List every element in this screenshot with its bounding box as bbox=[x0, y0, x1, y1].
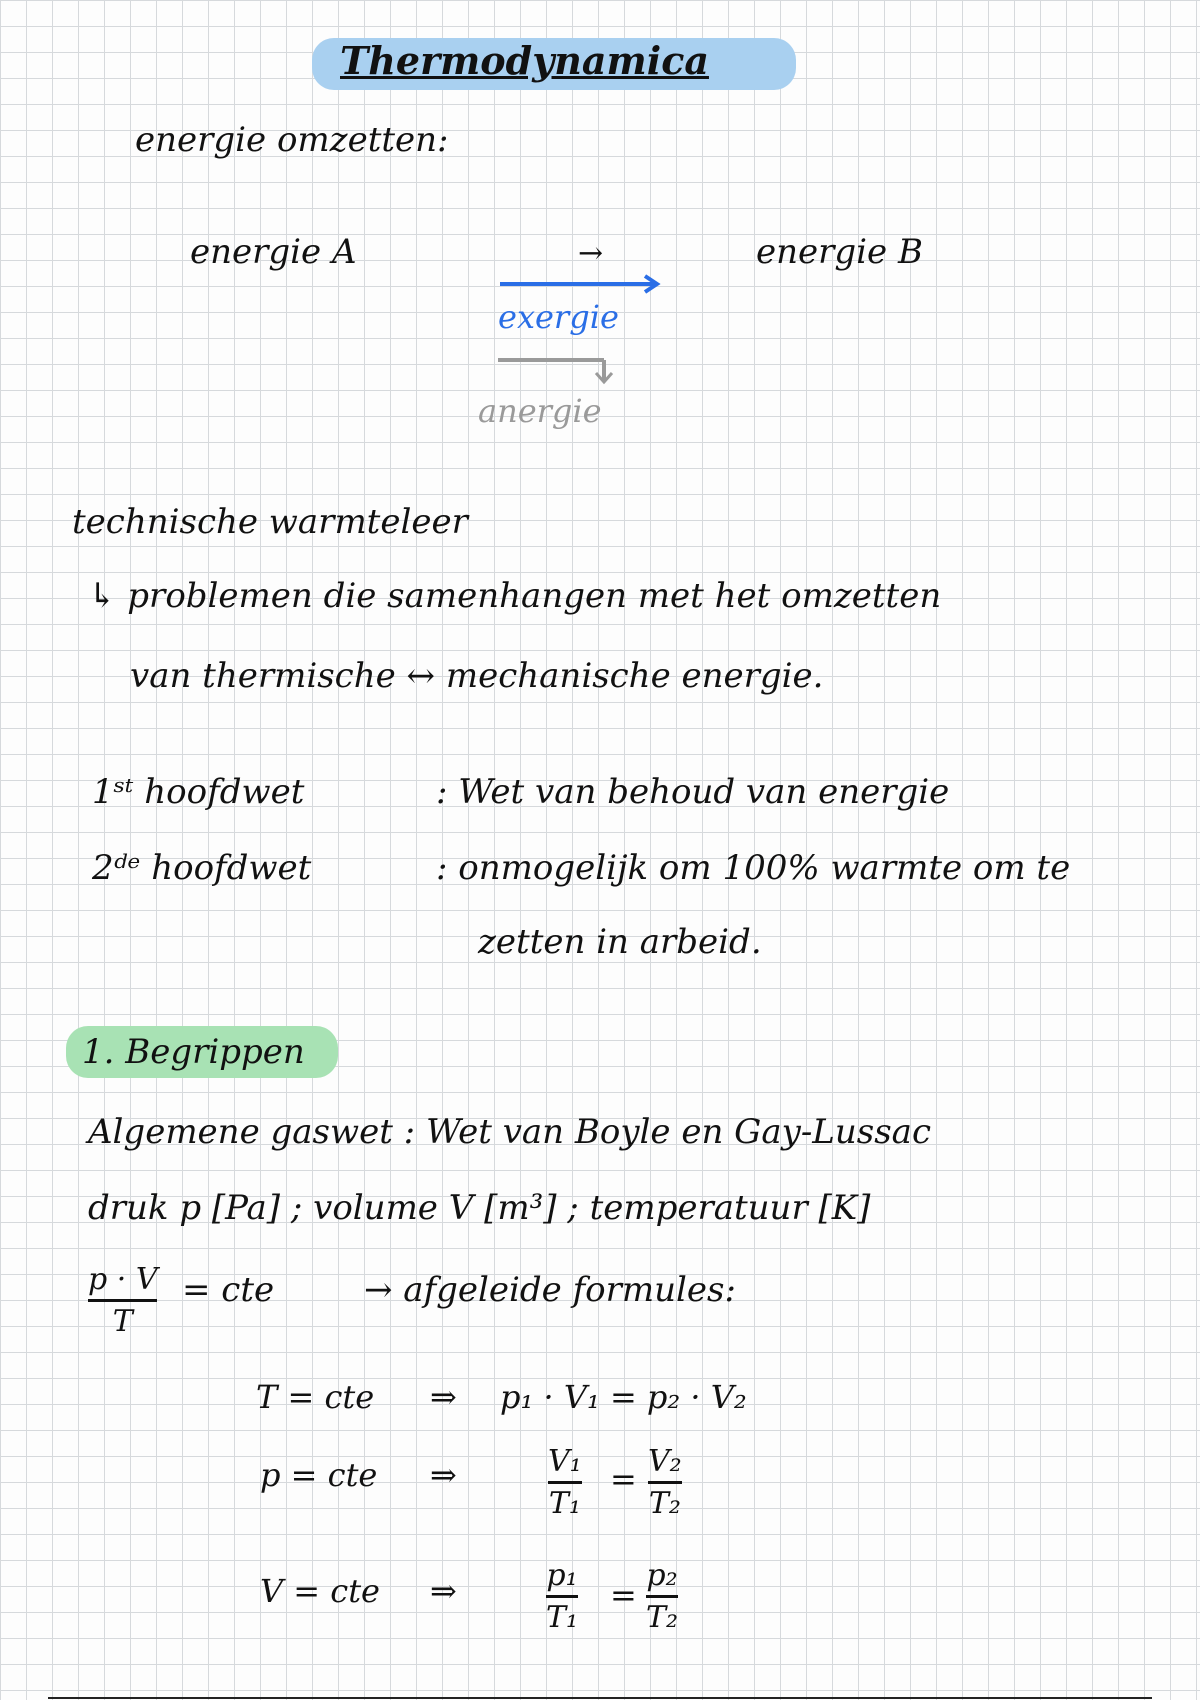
page-title: Thermodynamica bbox=[340, 38, 709, 83]
fraction-v1-t1: V₁ T₁ bbox=[548, 1444, 582, 1521]
topic-line-2: van thermische ↔ mechanische energie. bbox=[130, 656, 824, 696]
topic-line-1: ↳ problemen die samenhangen met het omzetten bbox=[88, 576, 942, 616]
arrow-right-icon bbox=[500, 276, 657, 292]
section-heading: energie omzetten: bbox=[135, 120, 449, 160]
law-1-label: 1ˢᵗ hoofdwet bbox=[92, 772, 305, 812]
small-arrow: → bbox=[578, 236, 604, 271]
condition-p: p = cte bbox=[260, 1456, 378, 1494]
condition-v: V = cte bbox=[260, 1572, 380, 1610]
fraction-denominator: T bbox=[112, 1304, 133, 1339]
fraction-p1-t1: p₁ T₁ bbox=[546, 1558, 579, 1635]
topic-heading: technische warmteleer bbox=[72, 502, 468, 542]
implies-arrow-3: ⇒ bbox=[430, 1572, 457, 1610]
fraction-bar bbox=[88, 1299, 157, 1302]
equals-sign-2: = bbox=[610, 1460, 637, 1498]
fraction-p2-t2: p₂ T₂ bbox=[646, 1558, 679, 1635]
anergy-label: anergie bbox=[478, 392, 602, 430]
law-1-text: : Wet van behoud van energie bbox=[436, 772, 950, 812]
gas-law-fraction bbox=[88, 1262, 157, 1339]
gas-law-constant: = cte bbox=[182, 1270, 275, 1310]
derived-formulas-label: → afgeleide formules: bbox=[364, 1270, 736, 1310]
fraction-numerator: p · V bbox=[88, 1262, 158, 1297]
section-title: 1. Begrippen bbox=[82, 1032, 305, 1072]
arrow-down-right-icon bbox=[498, 360, 612, 382]
law-2-text-1: : onmogelijk om 100% warmte om te bbox=[436, 848, 1071, 888]
implies-arrow-2: ⇒ bbox=[430, 1456, 457, 1494]
implies-arrow-1: ⇒ bbox=[430, 1378, 457, 1416]
law-2-text-2: zetten in arbeid. bbox=[478, 922, 762, 962]
exergy-label: exergie bbox=[498, 298, 619, 336]
energy-a-label: energie A bbox=[190, 232, 357, 272]
energy-b-label: energie B bbox=[756, 232, 923, 272]
law-2-label: 2ᵈᵉ hoofdwet bbox=[92, 848, 312, 888]
page-bottom-rule bbox=[48, 1697, 1152, 1699]
formula-boyle: p₁ · V₁ = p₂ · V₂ bbox=[500, 1378, 747, 1416]
fraction-v2-t2: V₂ T₂ bbox=[648, 1444, 682, 1521]
condition-t: T = cte bbox=[256, 1378, 375, 1416]
equals-sign-3: = bbox=[610, 1576, 637, 1614]
units-line: druk p [Pa] ; volume V [m³] ; temperatuur [K] bbox=[88, 1188, 871, 1228]
gas-law-line: Algemene gaswet : Wet van Boyle en Gay-Lussac bbox=[88, 1112, 931, 1152]
